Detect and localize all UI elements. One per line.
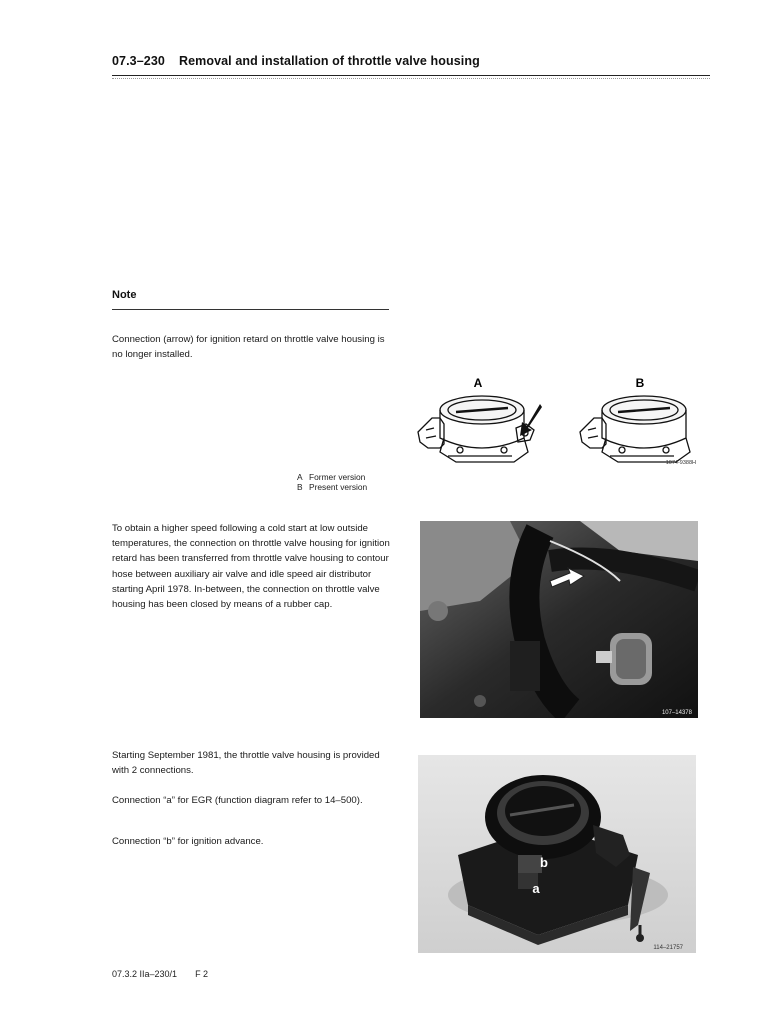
page-title [112,54,480,68]
caption-b-text: Present version [309,482,368,492]
throttle-housing-photo [418,755,696,953]
figure1-ref: 1074-9388H [665,460,696,466]
note-divider [112,309,389,310]
connection-b-paragraph: Connection “b” for ignition advance. [112,836,264,847]
note-heading: Note [112,289,137,301]
section-number: 07.3–230 [112,54,165,68]
figure-label-b: B [635,376,645,390]
caption-a [297,472,365,482]
two-connections-paragraph: Starting September 1981, the throttle valve housing is provided with 2 connections. [112,750,380,777]
figure-label-a: A [473,376,483,390]
figure3-ref: 114–21757 [653,945,683,951]
cold-start-paragraph: To obtain a higher speed following a cold start at low outside temperatures, the connection on throttle valve housing for ignition retard has been transferred from throttle valve housing to contour hose between auxiliary air valve and idle speed air distributor starting April 1978. In-between, the connection on throttle valve housing has been closed by means of a rubber cap. [112,523,390,611]
caption-b-key: B [297,482,303,492]
title-divider-dotted [112,78,710,79]
caption-b [297,482,367,492]
connection-a-paragraph: Connection “a” for EGR (function diagram refer to 14–500). [112,795,363,806]
connection-b-label: b [540,855,548,870]
housing-b-drawing [580,396,690,462]
housing-a-drawing [418,396,534,462]
caption-a-text: Former version [309,472,366,482]
connection-a-label: a [532,881,540,896]
note-text: Connection (arrow) for ignition retard on throttle valve housing is no longer installed. [112,334,385,361]
page-footer [112,969,208,979]
figure2-ref: 107–14378 [661,710,692,716]
throttle-housing-versions-figure [404,374,704,469]
footer-code: 07.3.2 IIa–230/1 [112,969,178,979]
footer-page: F 2 [195,969,209,979]
caption-a-key: A [297,472,303,482]
title-divider [112,75,710,76]
engine-bay-photo [420,521,698,718]
section-title: Removal and installation of throttle valve housing [178,54,480,68]
